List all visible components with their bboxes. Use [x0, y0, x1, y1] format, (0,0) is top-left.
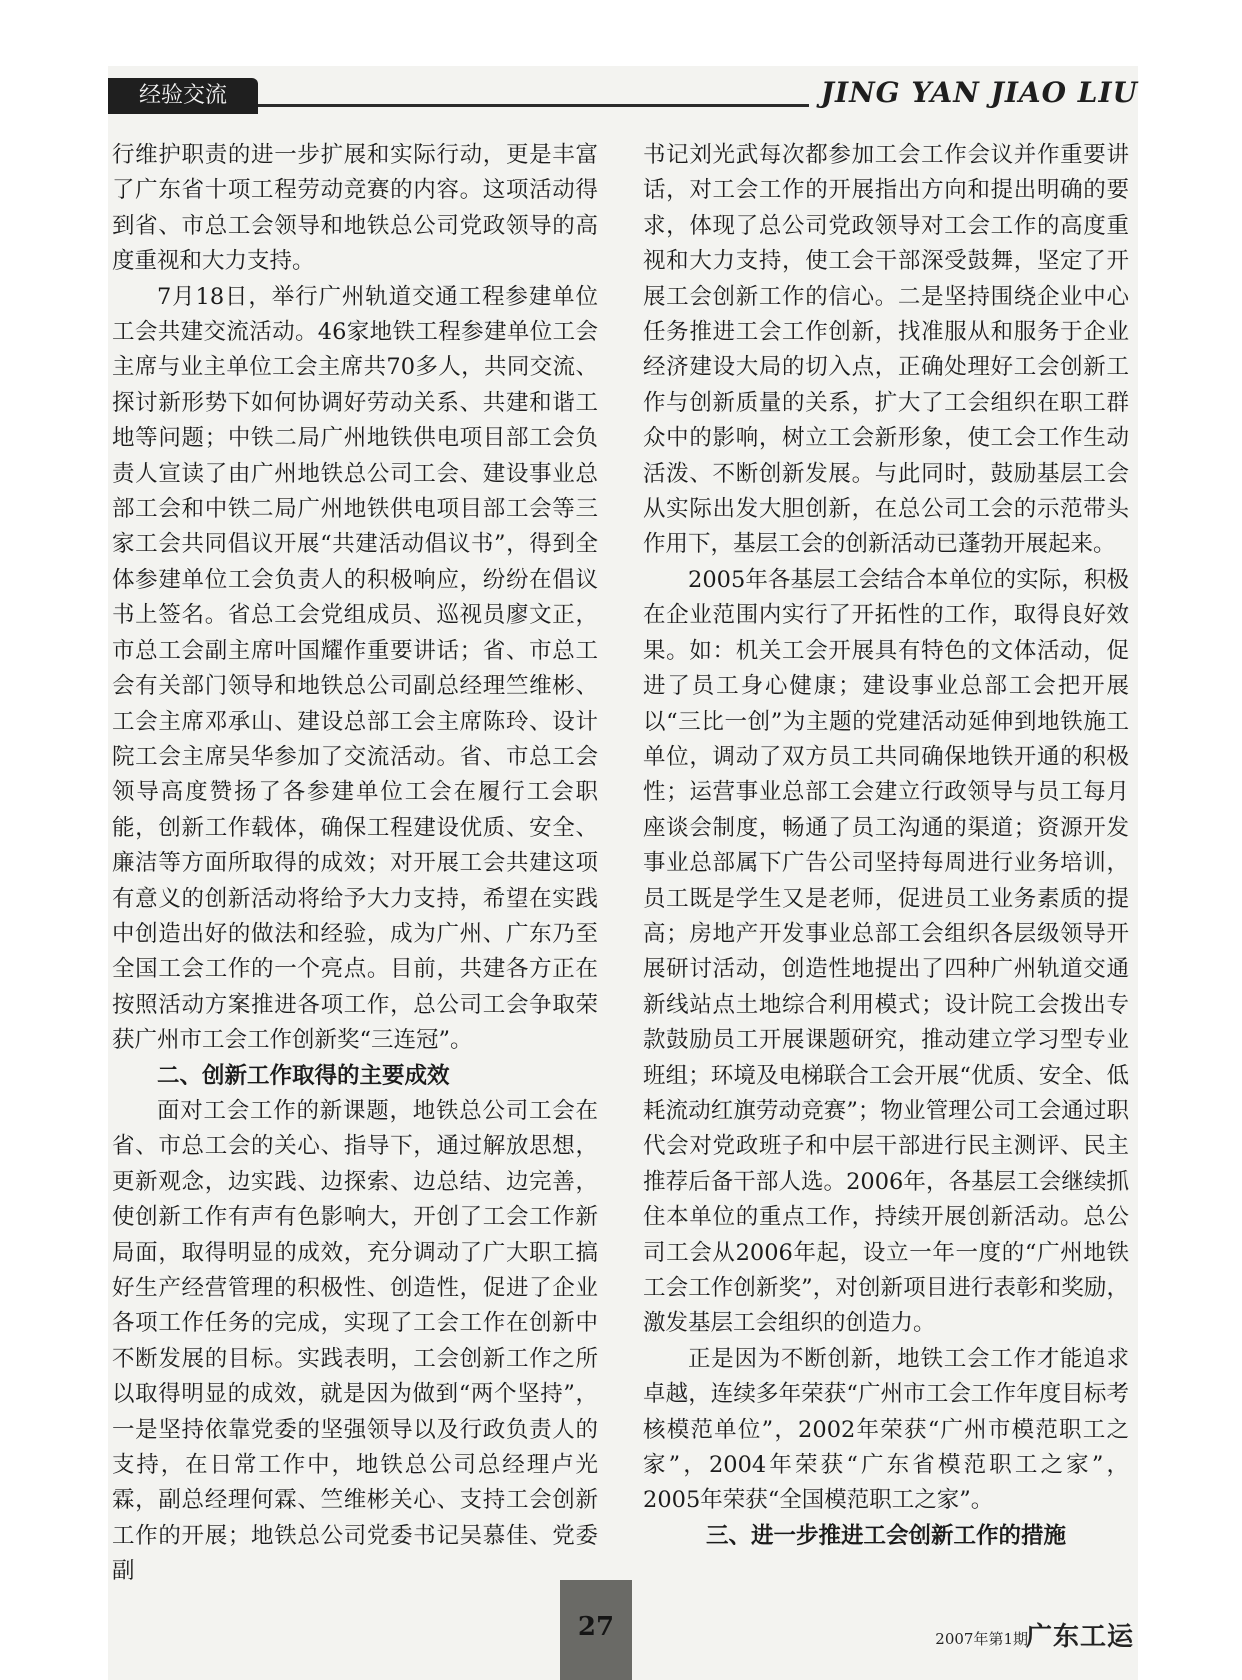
page-number: 27 [577, 1612, 615, 1642]
magazine-name: 广东工运 [1025, 1622, 1134, 1652]
paragraph: 面对工会工作的新课题，地铁总公司工会在省、市总工会的关心、指导下，通过解放思想，更新观念，边实践、边探索、边总结、边完善，使创新工作有声有色影响大，开创了工会工作新局面，取得明显的成效，充分调动了广大职工搞好生产经营管理的积极性、创造性，促进了企业各项工作任务的完成，实现了工会工作在创新中不断发展的目标。实践表明，工会创新工作之所以取得明显的成效，就是因为做到“两个坚持”，一是坚持依靠党委的坚强领导以及行政负责人的支持，在日常工作中，地铁总公司总经理卢光霖，副总经理何霖、竺维彬关心、支持工会创新工作的开展；地铁总公司党委书记吴慕佳、党委副 [112, 1097, 598, 1585]
left-column [112, 138, 598, 1590]
paragraph: 7月18日，举行广州轨道交通工程参建单位工会共建交流活动。46家地铁工程参建单位工会主席与业主单位工会主席共70多人，共同交流、探讨新形势下如何协调好劳动关系、共建和谐工地等问题；中铁二局广州地铁供电项目部工会负责人宣读了由广州地铁总公司工会、建设事业总部工会和中铁二局广州地铁供电项目部工会等三家工会共同倡议开展“共建活动倡议书”，得到全体参建单位工会负责人的积极响应，纷纷在倡议书上签名。省总工会党组成员、巡视员廖文正，市总工会副主席叶国耀作重要讲话；省、市总工会有关部门领导和地铁总公司副总经理竺维彬、工会主席邓承山、建设总部工会主席陈玲、设计院工会主席吴华参加了交流活动。省、市总工会领导高度赞扬了各参建单位工会在履行工会职能，创新工作载体，确保工程建设优质、安全、廉洁等方面所取得的成效；对开展工会共建这项有意义的创新活动将给予大力支持，希望在实践中创造出好的做法和经验，成为广州、广东乃至全国工会工作的一个亮点。目前，共建各方正在按照活动方案推进各项工作，总公司工会争取荣获广州市工会工作创新奖“三连冠”。 [112, 283, 598, 1054]
page-header [108, 78, 1138, 114]
section-heading: 二、创新工作取得的主要成效 [157, 1062, 450, 1089]
section-tab: 经验交流 [108, 78, 258, 114]
section-pinyin: JING YAN JIAO LIU [809, 76, 1138, 109]
paragraph: 正是因为不断创新，地铁工会工作才能追求卓越，连续多年荣获“广州市工会工作年度目标考核模范单位”，2002年荣获“广州市模范职工之家”，2004年荣获“广东省模范职工之家”，2005年荣获“全国模范职工之家”。 [643, 1345, 1129, 1514]
paragraph: 2005年各基层工会结合本单位的实际，积极在企业范围内实行了开拓性的工作，取得良好效果。如：机关工会开展具有特色的文体活动，促进了员工身心健康；建设事业总部工会把开展以“三比一创”为主题的党建活动延伸到地铁施工单位，调动了双方员工共同确保地铁开通的积极性；运营事业总部工会建立行政领导与员工每月座谈会制度，畅通了员工沟通的渠道；资源开发事业总部属下广告公司坚持每周进行业务培训，员工既是学生又是老师，促进员工业务素质的提高；房地产开发事业总部工会组织各层级领导开展研讨活动，创造性地提出了四种广州轨道交通新线站点土地综合利用模式；设计院工会拨出专款鼓励员工开展课题研究，推动建立学习型专业班组；环境及电梯联合工会开展“优质、安全、低耗流动红旗劳动竞赛”；物业管理公司工会通过职代会对党政班子和中层干部进行民主测评、民主推荐后备干部人选。2006年，各基层工会继续抓住本单位的重点工作，持续开展创新活动。总公司工会从2006年起，设立一年一度的“广州地铁工会工作创新奖”，对创新项目进行表彰和奖励，激发基层工会组织的创造力。 [643, 566, 1129, 1337]
section-heading: 三、进一步推进工会创新工作的措施 [705, 1522, 1066, 1549]
issue-label: 2007年第1期 [935, 1630, 1028, 1648]
paragraph: 行维护职责的进一步扩展和实际行动，更是丰富了广东省十项工程劳动竞赛的内容。这项活动得到省、市总工会领导和地铁总公司党政领导的高度重视和大力支持。 [112, 142, 598, 275]
paragraph: 书记刘光武每次都参加工会工作会议并作重要讲话，对工会工作的开展指出方向和提出明确的要求，体现了总公司党政领导对工会工作的高度重视和大力支持，使工会干部深受鼓舞，坚定了开展工会创新工作的信心。二是坚持围绕企业中心任务推进工会工作创新，找准服从和服务于企业经济建设大局的切入点，正确处理好工会创新工作与创新质量的关系，扩大了工会组织在职工群众中的影响，树立工会新形象，使工会工作生动活泼、不断创新发展。与此同时，鼓励基层工会从实际出发大胆创新，在总公司工会的示范带头作用下，基层工会的创新活动已蓬勃开展起来。 [643, 142, 1129, 558]
right-column [643, 138, 1129, 1554]
